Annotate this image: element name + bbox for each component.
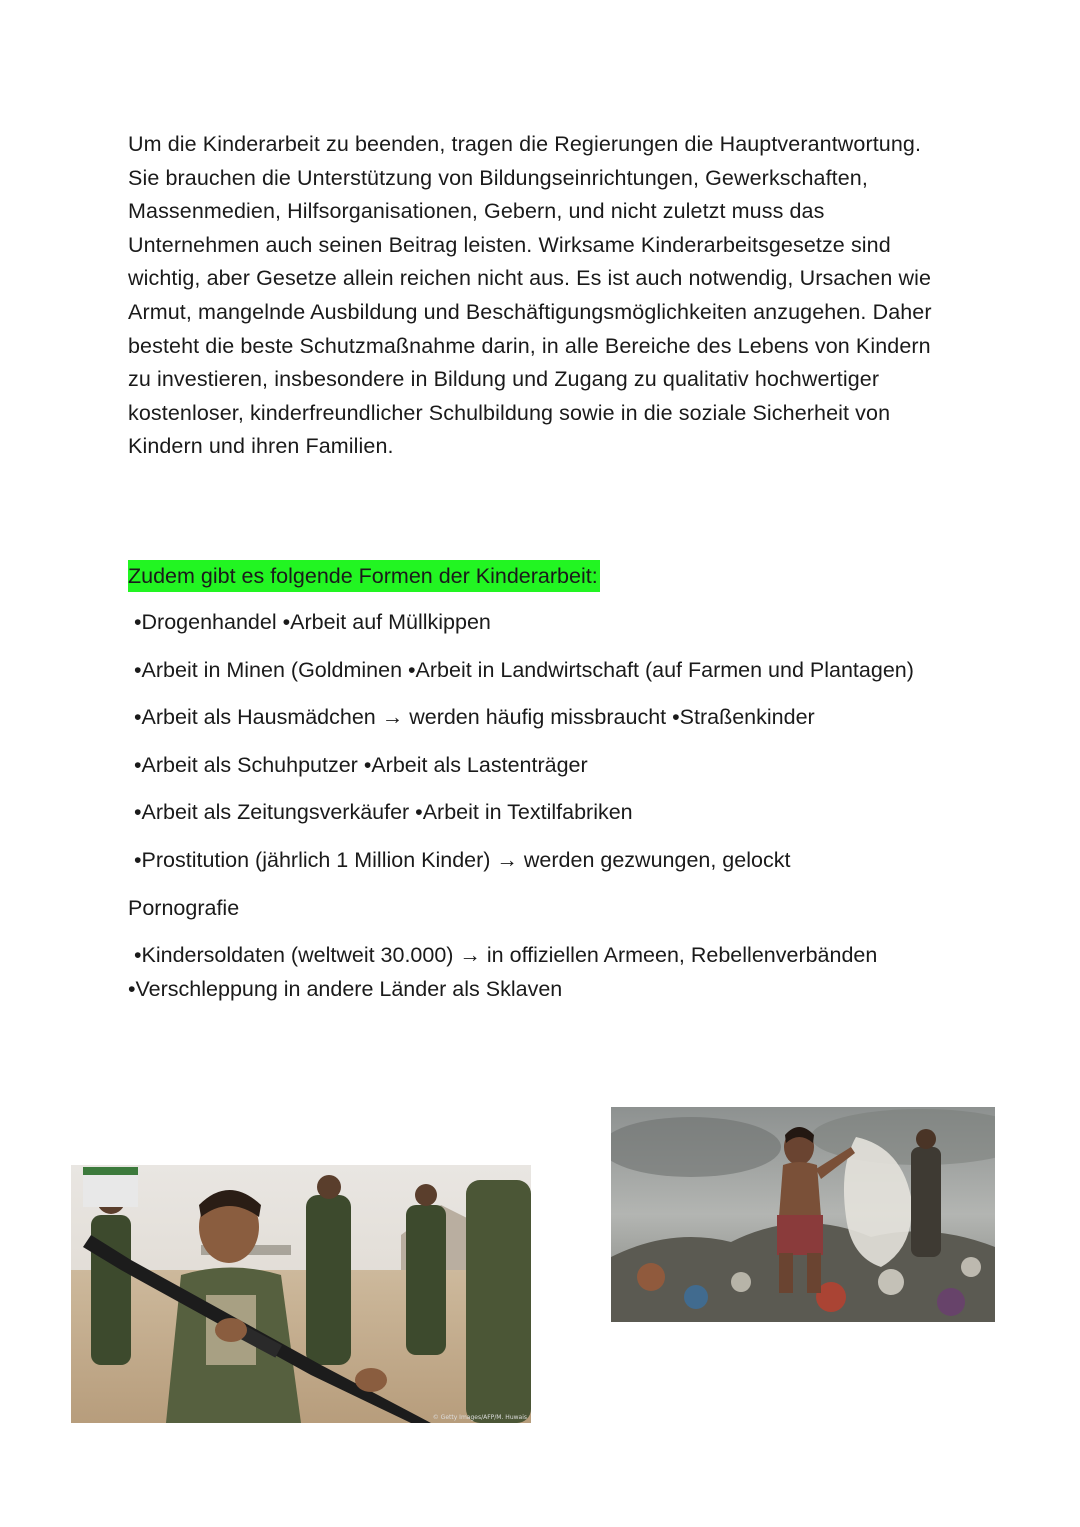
list-item-text: •Kindersoldaten (weltweit 30.000) → in offiziellen Armeen, Rebellenverbänden •Verschleppung in andere Länder als Sklaven <box>128 943 878 1001</box>
photo-credit: © Getty Images/AFP/M. Huwais <box>432 1414 527 1421</box>
list-item: •Prostitution (jährlich 1 Million Kinder) → werden gezwungen, gelockt <box>134 847 791 872</box>
list-item: •Drogenhandel •Arbeit auf Müllkippen <box>134 610 491 634</box>
list-item <box>128 939 958 1006</box>
list-item <box>128 654 958 688</box>
child-soldiers-photo <box>71 1165 531 1423</box>
list-item: •Arbeit als Hausmädchen → werden häufig missbraucht •Straßenkinder <box>134 705 815 730</box>
forms-list <box>128 606 958 1020</box>
list-item: Pornografie <box>128 895 240 920</box>
intro-paragraph: Um die Kinderarbeit zu beenden, tragen die Regierungen die Hauptverantwortung. Sie brauchen die Unterstützung von Bildungseinrichtungen, Gewerkschaften, Massenmedien, Hilfsorganisationen, Gebern, und nicht zuletzt muss das Unternehmen auch seinen Beitrag leisten. Wirksame Kinderarbeitsgesetze sind wichtig, aber Gesetze allein reichen nicht aus. Es ist auch notwendig, Ursachen wie Armut, mangelnde Ausbildung und Beschäftigungsmöglichkeiten anzugehen. Daher besteht die beste Schutzmaßnahme darin, in alle Bereiche des Lebens von Kindern zu investieren, insbesondere in Bildung und Zugang zu qualitativ hochwertiger kostenloser, kinderfreundlicher Schulbildung sowie in die soziale Sicherheit von Kindern und ihren Familien. <box>128 132 932 459</box>
list-item-text: •Arbeit in Minen (Goldminen •Arbeit in Landwirtschaft (auf Farmen und Plantagen) <box>134 657 914 682</box>
forms-heading: Zudem gibt es folgende Formen der Kinderarbeit: <box>128 560 600 592</box>
list-item: •Arbeit als Schuhputzer •Arbeit als Lastenträger <box>134 752 588 777</box>
list-item: •Arbeit als Zeitungsverkäufer •Arbeit in Textilfabriken <box>134 800 633 825</box>
garbage-dump-photo <box>611 1107 995 1322</box>
